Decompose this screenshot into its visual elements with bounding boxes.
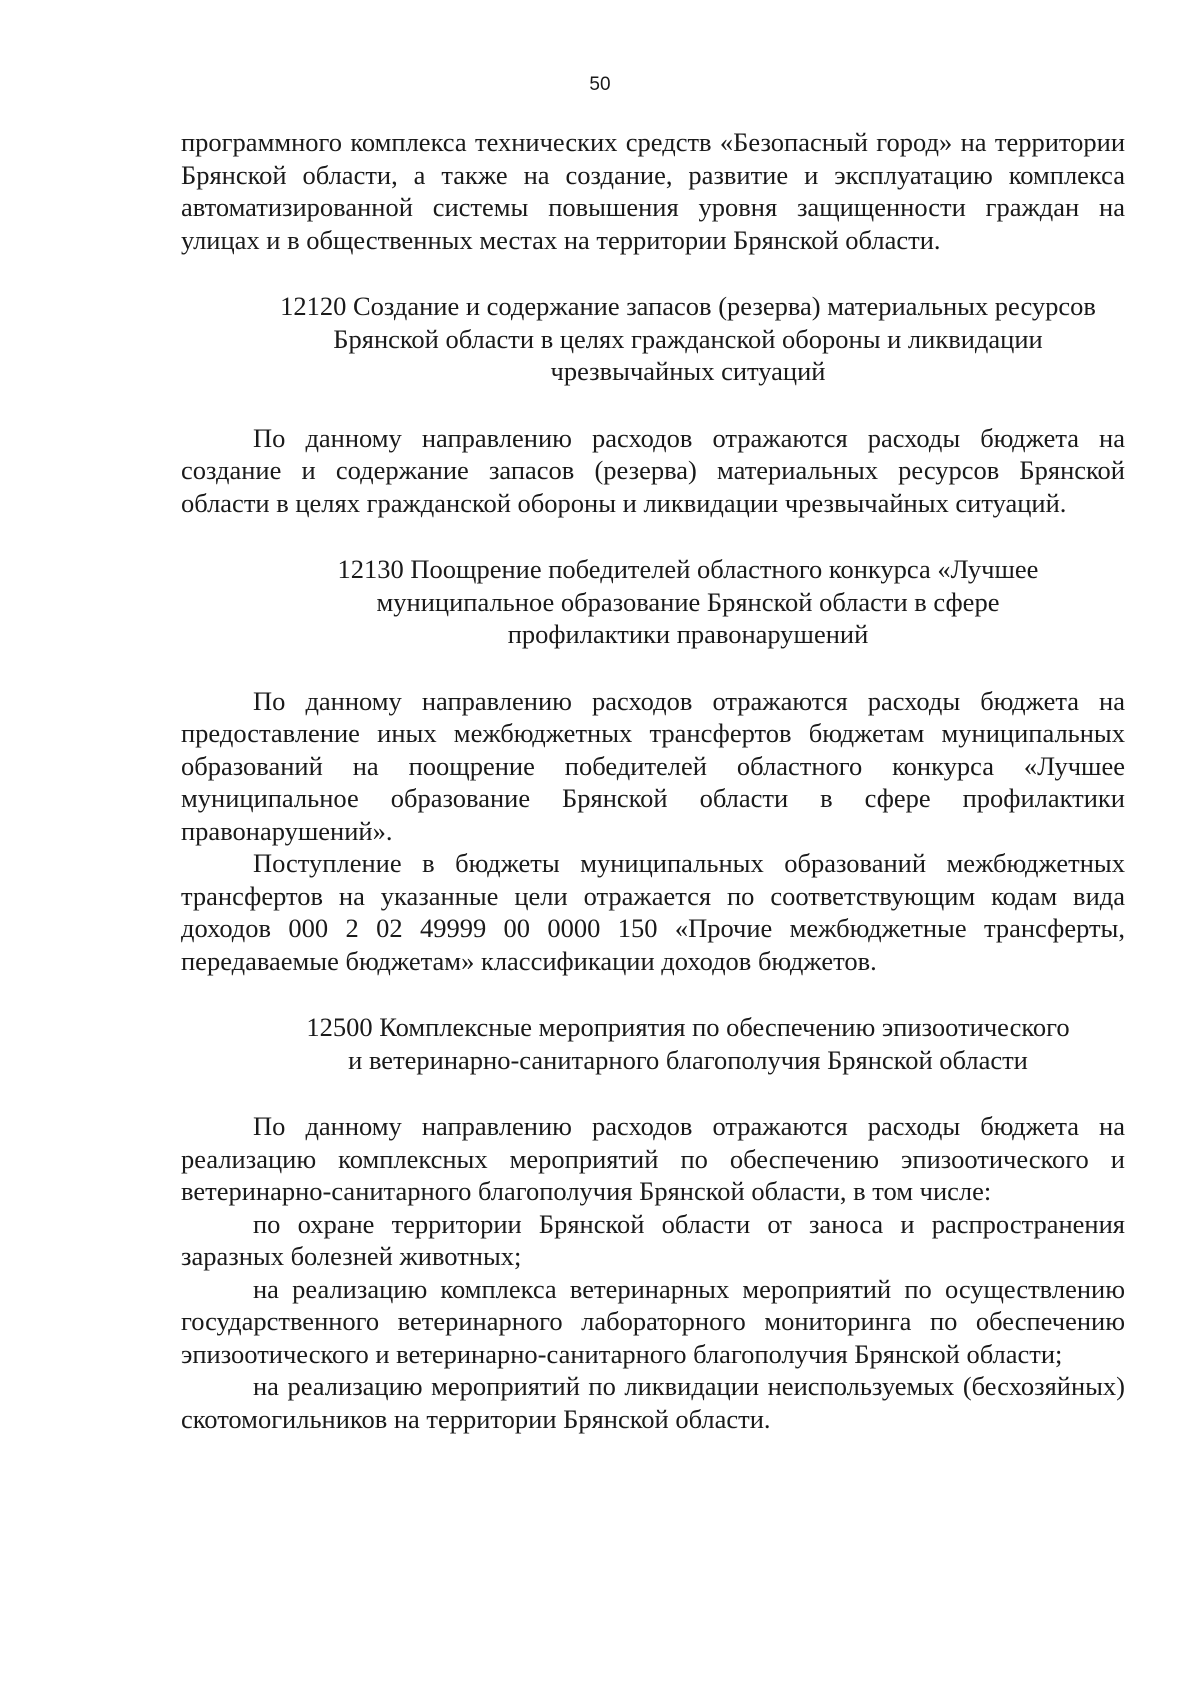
section-12120-paragraph: По данному направлению расходов отражаются расходы бюджета на создание и содержание запасов (резерва) материальных ресурсов Брянской области в целях гражданской обороны и ликвидации чрезвычайных ситуаций. [181,422,1125,518]
heading-line: 12130 Поощрение победителей областного конкурса «Лучшее [337,554,1039,584]
heading-line: 12120 Создание и содержание запасов (резерва) материальных ресурсов [280,291,1096,321]
section-12130-paragraph: Поступление в бюджеты муниципальных образований межбюджетных трансфертов на указанные цели отражается по соответствующим кодам вида доходов 000 2 02 49999 00 0000 150 «Прочие межбюджетные трансферты, передаваемые бюджетам» классификации доходов бюджетов. [181,848,1125,976]
heading-line: чрезвычайных ситуаций [550,356,826,386]
page-number: 50 [589,74,611,95]
section-12500-heading [181,1011,1125,1076]
heading-line: муниципальное образование Брянской области в сфере [376,586,1000,617]
section-12500-paragraph: по охране территории Брянской области от заноса и распространения заразных болезней животных; [181,1208,1125,1271]
section-12500-paragraph: на реализацию мероприятий по ликвидации неиспользуемых (бесхозяйных) скотомогильников на территории Брянской области. [181,1371,1125,1434]
section-12500-paragraph: По данному направлению расходов отражаются расходы бюджета на реализацию комплексных мероприятий по обеспечению эпизоотического и ветеринарно-санитарного благополучия Брянской области, в том числе: [181,1111,1125,1206]
heading-line: профилактики правонарушений [507,619,869,649]
section-12130-heading [181,553,1125,651]
heading-line: Брянской области в целях гражданской обороны и ликвидации [333,323,1043,354]
section-12120-heading [181,290,1125,388]
section-12130-paragraph: По данному направлению расходов отражаются расходы бюджета на предоставление иных межбюджетных трансфертов бюджетам муниципальных образований на поощрение победителей областного конкурса «Лучшее муниципальное образование Брянской области в сфере профилактики правонарушений». [181,685,1125,846]
heading-line: 12500 Комплексные мероприятия по обеспечению эпизоотического [306,1012,1070,1042]
intro-paragraph: программного комплекса технических средств «Безопасный город» на территории Брянской области, а также на создание, развитие и эксплуатацию комплекса автоматизированной системы повышения уровня защищенности граждан на улицах и в общественных местах на территории Брянской области. [181,127,1125,255]
heading-line: и ветеринарно-санитарного благополучия Брянской области [348,1044,1028,1075]
document-body [181,126,1125,1435]
section-12500-paragraph: на реализацию комплекса ветеринарных мероприятий по осуществлению государственного ветеринарного лабораторного мониторинга по обеспечению эпизоотического и ветеринарно-санитарного благополучия Брянской области; [181,1273,1125,1369]
